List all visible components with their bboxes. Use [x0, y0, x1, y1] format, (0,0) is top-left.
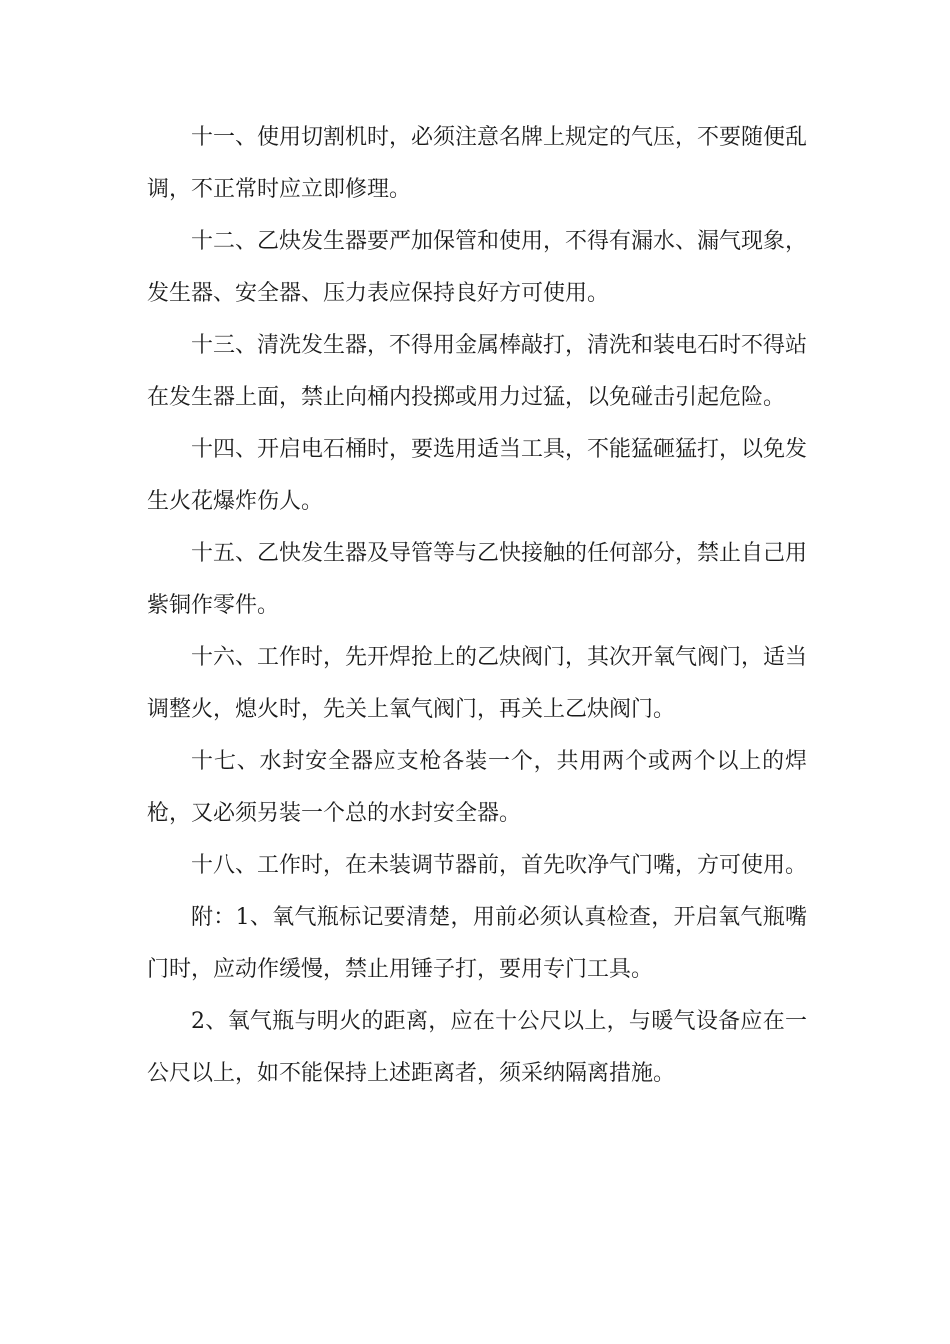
paragraph-11: 十一、使用切割机时，必须注意名牌上规定的气压，不要随便乱调，不正常时应立即修理。 [147, 125, 808, 202]
document-body [147, 112, 807, 1100]
paragraph-17: 十七、水封安全器应支枪各装一个，共用两个或两个以上的焊枪，又必须另装一个总的水封安全器。 [147, 749, 807, 826]
paragraph-16: 十六、工作时，先开焊抢上的乙炔阀门，其次开氧气阀门，适当调整火，熄火时，先关上氧气阀门，再关上乙炔阀门。 [147, 645, 808, 722]
paragraph-12: 十二、乙炔发生器要严加保管和使用，不得有漏水、漏气现象，发生器、安全器、压力表应保持良好方可使用。 [147, 229, 808, 306]
appendix-item-2: 2、氧气瓶与明火的距离，应在十公尺以上，与暖气设备应在一公尺以上，如不能保持上述距离者，须采纳隔离措施。 [147, 1009, 807, 1086]
paragraph-18: 十八、工作时，在未装调节器前，首先吹净气门嘴，方可使用。 [191, 853, 808, 878]
appendix-item-1: 附：1、氧气瓶标记要清楚，用前必须认真检查，开启氧气瓶嘴门时，应动作缓慢，禁止用锤子打，要用专门工具。 [147, 905, 807, 982]
paragraph-14: 十四、开启电石桶时，要选用适当工具，不能猛砸猛打，以免发生火花爆炸伤人。 [147, 437, 808, 514]
paragraph-15: 十五、乙快发生器及导管等与乙快接触的任何部分，禁止自己用紫铜作零件。 [147, 541, 808, 618]
paragraph-13: 十三、清洗发生器，不得用金属棒敲打，清洗和装电石时不得站在发生器上面，禁止向桶内投掷或用力过猛，以免碰击引起危险。 [147, 333, 808, 410]
